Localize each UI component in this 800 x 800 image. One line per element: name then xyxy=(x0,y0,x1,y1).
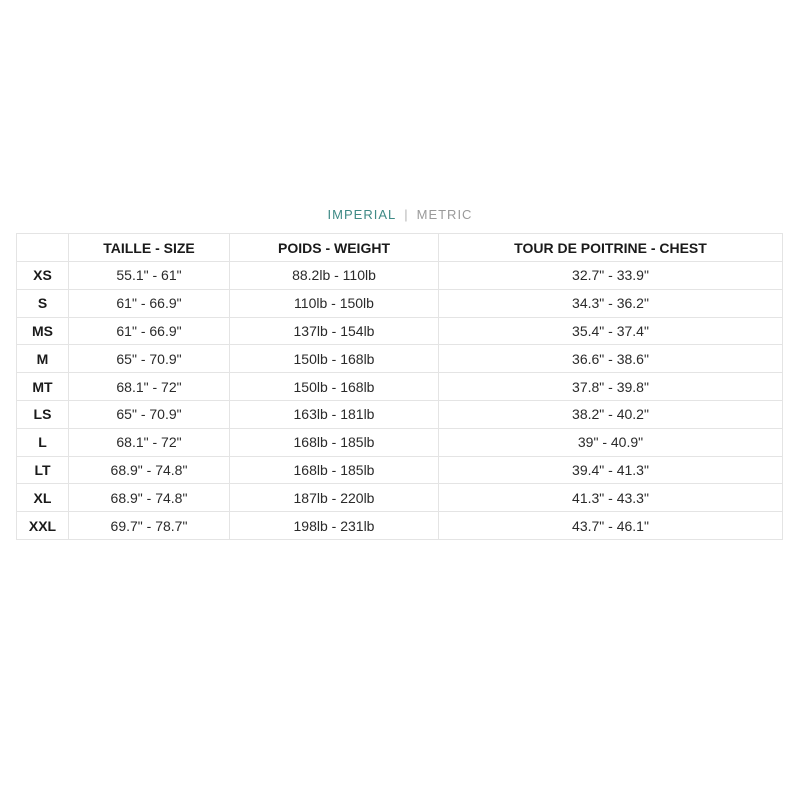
weight-cell: 198lb - 231lb xyxy=(230,512,439,540)
height-cell: 68.9" - 74.8" xyxy=(69,484,230,512)
size-label-cell: S xyxy=(17,289,69,317)
chest-cell: 37.8" - 39.8" xyxy=(439,373,783,401)
table-row xyxy=(17,428,783,456)
chest-cell: 38.2" - 40.2" xyxy=(439,400,783,428)
chest-cell: 32.7" - 33.9" xyxy=(439,262,783,290)
weight-cell: 137lb - 154lb xyxy=(230,317,439,345)
size-label-cell: XL xyxy=(17,484,69,512)
table-row xyxy=(17,262,783,290)
size-label-cell: LT xyxy=(17,456,69,484)
table-row xyxy=(17,373,783,401)
weight-cell: 88.2lb - 110lb xyxy=(230,262,439,290)
height-cell: 68.1" - 72" xyxy=(69,428,230,456)
header-size: TAILLE - SIZE xyxy=(69,234,230,262)
size-chart-table xyxy=(16,233,783,540)
chest-cell: 41.3" - 43.3" xyxy=(439,484,783,512)
size-label-cell: M xyxy=(17,345,69,373)
chest-cell: 39.4" - 41.3" xyxy=(439,456,783,484)
height-cell: 65" - 70.9" xyxy=(69,400,230,428)
weight-cell: 168lb - 185lb xyxy=(230,428,439,456)
size-label-cell: LS xyxy=(17,400,69,428)
size-label-cell: MS xyxy=(17,317,69,345)
height-cell: 68.1" - 72" xyxy=(69,373,230,401)
table-row xyxy=(17,317,783,345)
table-row xyxy=(17,456,783,484)
weight-cell: 163lb - 181lb xyxy=(230,400,439,428)
height-cell: 61" - 66.9" xyxy=(69,289,230,317)
table-row xyxy=(17,289,783,317)
table-row xyxy=(17,400,783,428)
table-header-row xyxy=(17,234,783,262)
metric-tab[interactable]: METRIC xyxy=(416,207,473,222)
size-label-cell: XXL xyxy=(17,512,69,540)
unit-separator: | xyxy=(404,207,409,222)
weight-cell: 110lb - 150lb xyxy=(230,289,439,317)
imperial-tab[interactable]: IMPERIAL xyxy=(327,207,397,222)
header-size-label xyxy=(17,234,69,262)
height-cell: 69.7" - 78.7" xyxy=(69,512,230,540)
header-chest: TOUR DE POITRINE - CHEST xyxy=(439,234,783,262)
height-cell: 55.1" - 61" xyxy=(69,262,230,290)
height-cell: 61" - 66.9" xyxy=(69,317,230,345)
weight-cell: 168lb - 185lb xyxy=(230,456,439,484)
table-row xyxy=(17,512,783,540)
chest-cell: 34.3" - 36.2" xyxy=(439,289,783,317)
height-cell: 68.9" - 74.8" xyxy=(69,456,230,484)
unit-toggle xyxy=(0,207,800,222)
weight-cell: 150lb - 168lb xyxy=(230,373,439,401)
weight-cell: 150lb - 168lb xyxy=(230,345,439,373)
size-label-cell: L xyxy=(17,428,69,456)
chest-cell: 43.7" - 46.1" xyxy=(439,512,783,540)
height-cell: 65" - 70.9" xyxy=(69,345,230,373)
table-row xyxy=(17,484,783,512)
table-row xyxy=(17,345,783,373)
size-label-cell: MT xyxy=(17,373,69,401)
chest-cell: 36.6" - 38.6" xyxy=(439,345,783,373)
weight-cell: 187lb - 220lb xyxy=(230,484,439,512)
header-weight: POIDS - WEIGHT xyxy=(230,234,439,262)
chest-cell: 35.4" - 37.4" xyxy=(439,317,783,345)
size-label-cell: XS xyxy=(17,262,69,290)
chest-cell: 39" - 40.9" xyxy=(439,428,783,456)
